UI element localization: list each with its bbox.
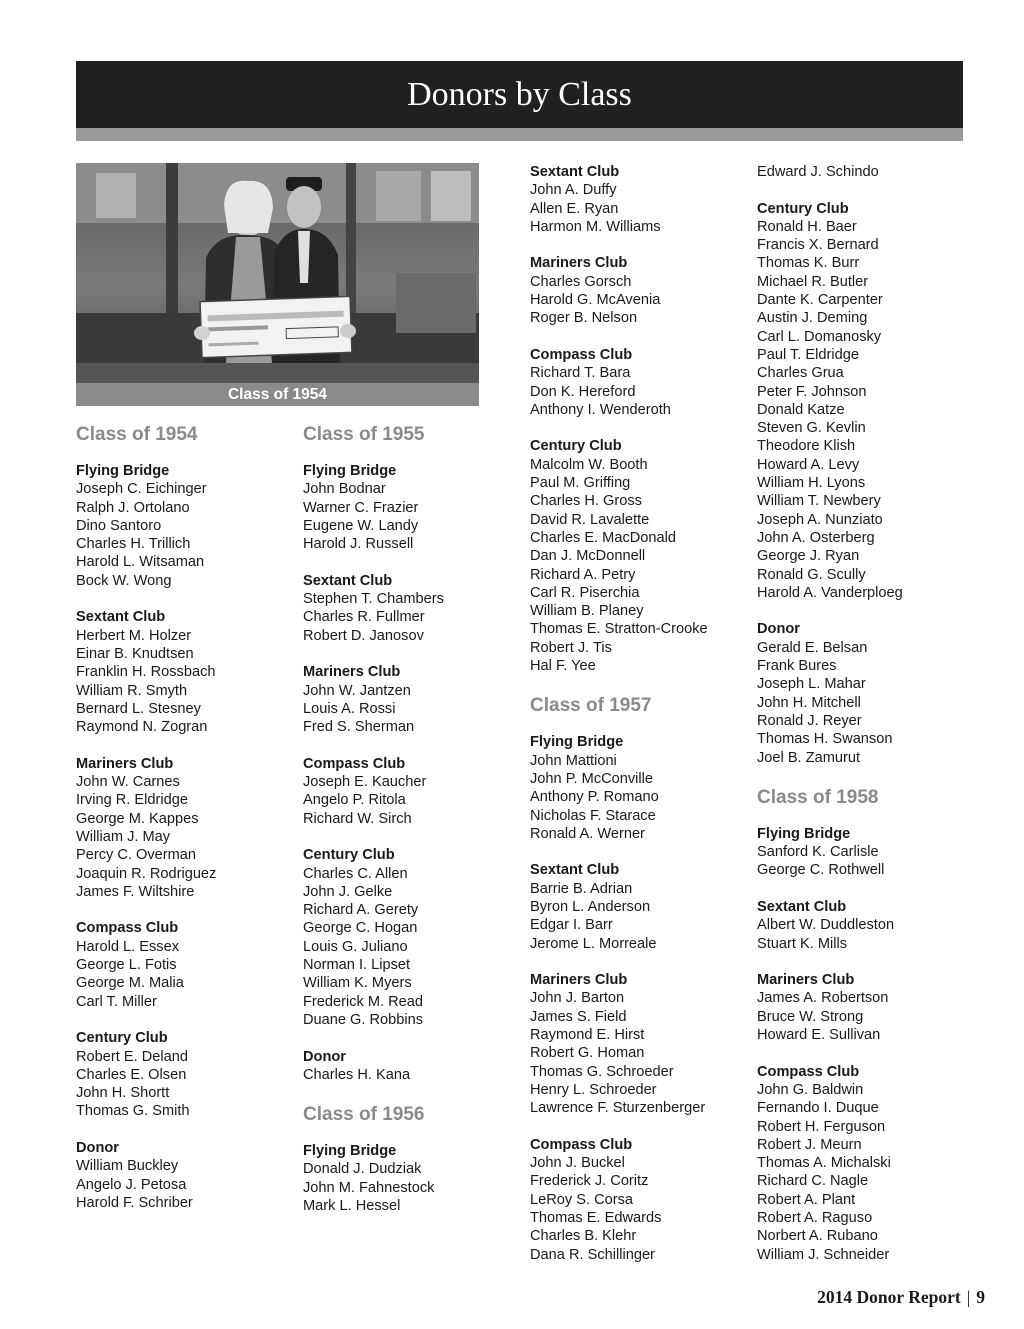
donor-name: Charles R. Fullmer bbox=[303, 609, 425, 626]
donor-name: Richard A. Gerety bbox=[303, 902, 419, 919]
giving-level-heading: Donor bbox=[303, 1048, 346, 1065]
donor-name: Charles C. Allen bbox=[303, 865, 408, 882]
donor-name: Robert E. Deland bbox=[76, 1048, 188, 1065]
donor-name: Herbert M. Holzer bbox=[76, 627, 192, 644]
spacer bbox=[303, 828, 444, 846]
donor-name: Robert D. Janosov bbox=[303, 627, 424, 644]
donor-name: Franklin H. Rossbach bbox=[76, 664, 216, 681]
donor-name: Mark L. Hessel bbox=[303, 1197, 401, 1214]
donor-name: Hal F. Yee bbox=[530, 658, 596, 675]
donor-name: John P. McConville bbox=[530, 770, 654, 787]
donor-name: Howard A. Levy bbox=[757, 456, 860, 473]
donor-name: William B. Planey bbox=[530, 603, 644, 620]
donor-name: Joseph E. Kaucher bbox=[303, 774, 427, 791]
donor-name: Jerome L. Morreale bbox=[530, 935, 657, 952]
donor-name: Donald Katze bbox=[757, 401, 845, 418]
donor-name: Joseph C. Eichinger bbox=[76, 481, 207, 498]
giving-level-heading: Compass Club bbox=[757, 1063, 860, 1080]
donor-name: William J. May bbox=[76, 828, 171, 845]
donor-name: Bernard L. Stesney bbox=[76, 700, 201, 717]
donor-name: Robert A. Raguso bbox=[757, 1210, 873, 1227]
donor-name: Roger B. Nelson bbox=[530, 310, 638, 327]
donor-name: Allen E. Ryan bbox=[530, 200, 619, 217]
donor-name: Fred S. Sherman bbox=[303, 719, 415, 736]
donor-name: Irving R. Eldridge bbox=[76, 792, 188, 809]
spacer bbox=[530, 953, 708, 971]
spacer bbox=[530, 236, 708, 254]
donor-name: Angelo J. Petosa bbox=[76, 1176, 187, 1193]
donor-name: Ronald H. Baer bbox=[757, 218, 857, 235]
donor-name: John M. Fahnestock bbox=[303, 1179, 435, 1196]
giving-level-heading: Sextant Club bbox=[530, 164, 620, 180]
donor-name: Harold F. Schriber bbox=[76, 1194, 193, 1211]
giving-level-heading: Flying Bridge bbox=[76, 463, 170, 479]
donor-name: Warner C. Frazier bbox=[303, 499, 419, 516]
donor-name: George C. Hogan bbox=[303, 920, 418, 937]
donor-column-3 bbox=[530, 163, 708, 1264]
giving-level-heading: Century Club bbox=[76, 1030, 168, 1047]
donor-name: George J. Ryan bbox=[757, 548, 860, 565]
donor-name: Thomas K. Burr bbox=[757, 255, 860, 272]
donor-name: John Bodnar bbox=[303, 481, 386, 498]
donor-name: Norbert A. Rubano bbox=[757, 1228, 878, 1245]
donor-name: Thomas H. Swanson bbox=[757, 731, 893, 748]
giving-level-heading: Century Club bbox=[303, 847, 395, 864]
donor-name: Charles H. Kana bbox=[303, 1066, 411, 1083]
giving-level-heading: Flying Bridge bbox=[303, 463, 397, 479]
giving-level-heading: Sextant Club bbox=[757, 898, 847, 915]
donor-name: Austin J. Deming bbox=[757, 310, 868, 327]
donor-name: Barrie B. Adrian bbox=[530, 880, 633, 897]
donor-name: Ronald A. Werner bbox=[530, 825, 645, 842]
donor-name: Richard A. Petry bbox=[530, 566, 636, 583]
donor-name: Robert G. Homan bbox=[530, 1045, 645, 1062]
donor-name: Albert W. Duddleston bbox=[757, 917, 895, 934]
donor-name: Gerald E. Belsan bbox=[757, 639, 868, 656]
spacer bbox=[757, 953, 903, 971]
spacer bbox=[76, 1121, 216, 1139]
donor-name: Eugene W. Landy bbox=[303, 517, 419, 534]
donor-name: William T. Newbery bbox=[757, 493, 881, 510]
donor-name: George L. Fotis bbox=[76, 957, 177, 974]
donor-name: Norman I. Lipset bbox=[303, 957, 411, 974]
donor-name: LeRoy S. Corsa bbox=[530, 1191, 634, 1208]
class-year-heading: Class of 1954 bbox=[76, 424, 198, 445]
donor-name: David R. Lavalette bbox=[530, 511, 650, 528]
donor-name: Francis X. Bernard bbox=[757, 237, 879, 254]
donor-name: Joaquin R. Rodriguez bbox=[76, 865, 217, 882]
donor-name: Robert J. Meurn bbox=[757, 1136, 862, 1153]
donor-name: Charles Gorsch bbox=[530, 273, 632, 290]
donor-name: Bock W. Wong bbox=[76, 572, 172, 589]
donor-name: Edgar I. Barr bbox=[530, 917, 613, 934]
donor-name: George M. Kappes bbox=[76, 810, 199, 827]
donor-name: John A. Osterberg bbox=[757, 529, 875, 546]
donor-name: Ronald G. Scully bbox=[757, 566, 866, 583]
spacer bbox=[757, 1044, 903, 1062]
spacer bbox=[76, 1011, 216, 1029]
donor-name: George C. Rothwell bbox=[757, 862, 885, 879]
donor-name: Thomas E. Edwards bbox=[530, 1210, 662, 1227]
spacer bbox=[757, 602, 903, 620]
donor-name: Charles H. Trillich bbox=[76, 536, 191, 553]
spacer bbox=[303, 1084, 444, 1104]
donor-name: Steven G. Kevlin bbox=[757, 420, 866, 437]
donor-name: John Mattioni bbox=[530, 752, 617, 769]
donor-name: Thomas G. Schroeder bbox=[530, 1063, 674, 1080]
donor-name: Anthony P. Romano bbox=[530, 789, 659, 806]
donor-name: Harold L. Essex bbox=[76, 938, 180, 955]
spacer bbox=[530, 675, 708, 695]
donor-name: Byron L. Anderson bbox=[530, 898, 651, 915]
donor-name: Theodore Klish bbox=[757, 438, 856, 455]
donor-name: Harold G. McAvenia bbox=[530, 292, 661, 309]
giving-level-heading: Flying Bridge bbox=[757, 825, 851, 842]
spacer bbox=[303, 736, 444, 754]
donor-name: Joseph L. Mahar bbox=[757, 676, 866, 693]
donor-name: Paul M. Griffing bbox=[530, 475, 631, 492]
page-title: Donors by Class bbox=[407, 76, 632, 113]
spacer bbox=[757, 181, 903, 199]
donor-name: Michael R. Butler bbox=[757, 273, 869, 290]
donor-name: Robert A. Plant bbox=[757, 1191, 856, 1208]
spacer bbox=[303, 645, 444, 663]
spacer bbox=[757, 809, 903, 825]
spacer bbox=[530, 419, 708, 437]
donor-name: Thomas E. Stratton-Crooke bbox=[530, 621, 708, 638]
giving-level-heading: Mariners Club bbox=[303, 664, 401, 681]
donor-name: Henry L. Schroeder bbox=[530, 1081, 657, 1098]
donor-name: William J. Schneider bbox=[757, 1246, 890, 1263]
spacer bbox=[530, 717, 708, 733]
donor-name: Edward J. Schindo bbox=[757, 164, 879, 180]
donor-name: Ronald J. Reyer bbox=[757, 712, 862, 729]
footer-report-title: 2014 Donor Report bbox=[817, 1287, 961, 1307]
donor-name: Fernando I. Duque bbox=[757, 1100, 879, 1117]
donor-name: Lawrence F. Sturzenberger bbox=[530, 1100, 706, 1117]
donor-name: Sanford K. Carlisle bbox=[757, 844, 879, 861]
donor-name: Dana R. Schillinger bbox=[530, 1246, 655, 1263]
donor-name: Carl T. Miller bbox=[76, 993, 157, 1010]
donor-name: Donald J. Dudziak bbox=[303, 1161, 422, 1178]
donor-name: Nicholas F. Starace bbox=[530, 807, 656, 824]
giving-level-heading: Century Club bbox=[530, 438, 622, 455]
donor-name: John H. Shortt bbox=[76, 1085, 170, 1102]
donor-name: Louis A. Rossi bbox=[303, 700, 396, 717]
spacer bbox=[76, 446, 216, 462]
spacer bbox=[303, 553, 444, 571]
donor-name: Richard W. Sirch bbox=[303, 810, 412, 827]
donor-name: John W. Carnes bbox=[76, 774, 180, 791]
donor-name: Robert J. Tis bbox=[530, 639, 612, 656]
donor-name: William R. Smyth bbox=[76, 682, 188, 699]
page-number: 9 bbox=[976, 1287, 985, 1307]
donor-name: Harmon M. Williams bbox=[530, 218, 661, 235]
spacer bbox=[303, 1029, 444, 1047]
class-photo bbox=[76, 163, 479, 406]
donor-name: Thomas A. Michalski bbox=[757, 1155, 891, 1172]
donor-name: William Buckley bbox=[76, 1158, 179, 1175]
donor-name: Richard T. Bara bbox=[530, 365, 631, 382]
donor-name: Charles Grua bbox=[757, 365, 844, 382]
page-footer bbox=[817, 1287, 985, 1308]
donor-name: Harold A. Vanderploeg bbox=[757, 584, 903, 601]
photo-caption: Class of 1954 bbox=[227, 386, 328, 403]
donor-name: James A. Robertson bbox=[757, 990, 889, 1007]
giving-level-heading: Mariners Club bbox=[530, 255, 628, 272]
giving-level-heading: Century Club bbox=[757, 200, 849, 217]
donor-name: Don K. Hereford bbox=[530, 383, 636, 400]
donor-column-1 bbox=[76, 424, 216, 1212]
spacer bbox=[303, 1126, 444, 1142]
class-year-heading: Class of 1957 bbox=[530, 695, 652, 717]
photo-illustration bbox=[76, 163, 479, 406]
donor-name: Richard C. Nagle bbox=[757, 1173, 869, 1190]
donor-name: Ralph J. Ortolano bbox=[76, 499, 190, 516]
donor-name: Thomas G. Smith bbox=[76, 1103, 190, 1120]
donor-name: John G. Baldwin bbox=[757, 1081, 864, 1098]
donor-name: Angelo P. Ritola bbox=[303, 792, 406, 809]
donor-name: George M. Malia bbox=[76, 975, 184, 992]
donor-name: Carl L. Domanosky bbox=[757, 328, 882, 345]
donor-name: Raymond N. Zogran bbox=[76, 719, 208, 736]
donor-name: Dan J. McDonnell bbox=[530, 548, 646, 565]
donor-name: John J. Buckel bbox=[530, 1155, 625, 1172]
header-stripe bbox=[76, 128, 963, 141]
giving-level-heading: Compass Club bbox=[76, 920, 179, 937]
donor-name: Frank Bures bbox=[757, 658, 837, 675]
donor-name: John W. Jantzen bbox=[303, 682, 411, 699]
giving-level-heading: Compass Club bbox=[530, 346, 633, 363]
giving-level-heading: Compass Club bbox=[303, 755, 406, 772]
giving-level-heading: Donor bbox=[76, 1139, 119, 1156]
giving-level-heading: Mariners Club bbox=[757, 972, 855, 989]
donor-name: Louis G. Juliano bbox=[303, 938, 408, 955]
donor-name: William H. Lyons bbox=[757, 475, 866, 492]
spacer bbox=[757, 767, 903, 787]
donor-name: Dino Santoro bbox=[76, 517, 162, 534]
donor-name: Charles E. MacDonald bbox=[530, 529, 677, 546]
footer-separator: | bbox=[966, 1287, 971, 1307]
class-year-heading: Class of 1955 bbox=[303, 424, 425, 445]
donor-name: Charles H. Gross bbox=[530, 493, 642, 510]
donor-name: Stephen T. Chambers bbox=[303, 591, 444, 608]
spacer bbox=[530, 328, 708, 346]
donor-name: John J. Gelke bbox=[303, 883, 393, 900]
donor-name: Percy C. Overman bbox=[76, 847, 197, 864]
donor-name: Dante K. Carpenter bbox=[757, 292, 883, 309]
donor-name: Joseph A. Nunziato bbox=[757, 511, 883, 528]
giving-level-heading: Mariners Club bbox=[530, 972, 628, 989]
donor-name: Duane G. Robbins bbox=[303, 1011, 424, 1028]
class-year-heading: Class of 1956 bbox=[303, 1104, 425, 1126]
donor-name: Anthony I. Wenderoth bbox=[530, 401, 671, 418]
giving-level-heading: Donor bbox=[757, 621, 800, 638]
giving-level-heading: Flying Bridge bbox=[303, 1143, 397, 1160]
giving-level-heading: Mariners Club bbox=[76, 755, 174, 772]
giving-level-heading: Compass Club bbox=[530, 1136, 633, 1153]
donor-name: Joel B. Zamurut bbox=[757, 749, 861, 766]
spacer bbox=[530, 1118, 708, 1136]
donor-name: James F. Wiltshire bbox=[76, 883, 195, 900]
donor-name: John A. Duffy bbox=[530, 182, 617, 199]
giving-level-heading: Sextant Club bbox=[76, 609, 166, 626]
donor-name: Harold J. Russell bbox=[303, 536, 414, 553]
donor-name: Harold L. Witsaman bbox=[76, 554, 205, 571]
donor-name: Paul T. Eldridge bbox=[757, 346, 859, 363]
spacer bbox=[530, 843, 708, 861]
spacer bbox=[76, 901, 216, 919]
spacer bbox=[303, 446, 444, 462]
donor-name: John H. Mitchell bbox=[757, 694, 861, 711]
donor-name: Charles B. Klehr bbox=[530, 1228, 637, 1245]
spacer bbox=[76, 590, 216, 608]
donor-column-2 bbox=[303, 424, 444, 1215]
donor-name: Robert H. Ferguson bbox=[757, 1118, 886, 1135]
donor-name: Carl R. Piserchia bbox=[530, 584, 640, 601]
donor-name: Howard E. Sullivan bbox=[757, 1027, 881, 1044]
donor-name: Malcolm W. Booth bbox=[530, 456, 648, 473]
donor-name: William K. Myers bbox=[303, 975, 412, 992]
donor-name: Stuart K. Mills bbox=[757, 935, 848, 952]
donor-name: Peter F. Johnson bbox=[757, 383, 867, 400]
giving-level-heading: Flying Bridge bbox=[530, 734, 624, 751]
donor-name: Frederick M. Read bbox=[303, 993, 424, 1010]
donor-column-4 bbox=[757, 163, 903, 1264]
giving-level-heading: Sextant Club bbox=[530, 862, 620, 879]
class-year-heading: Class of 1958 bbox=[757, 786, 879, 808]
giving-level-heading: Sextant Club bbox=[303, 572, 393, 589]
donor-name: Charles E. Olsen bbox=[76, 1066, 187, 1083]
donor-name: Frederick J. Coritz bbox=[530, 1173, 649, 1190]
donor-name: Bruce W. Strong bbox=[757, 1008, 864, 1025]
donor-name: Einar B. Knudtsen bbox=[76, 645, 194, 662]
donor-name: Raymond E. Hirst bbox=[530, 1027, 645, 1044]
donor-name: John J. Barton bbox=[530, 990, 625, 1007]
donor-name: James S. Field bbox=[530, 1008, 627, 1025]
spacer bbox=[76, 736, 216, 754]
spacer bbox=[757, 880, 903, 898]
